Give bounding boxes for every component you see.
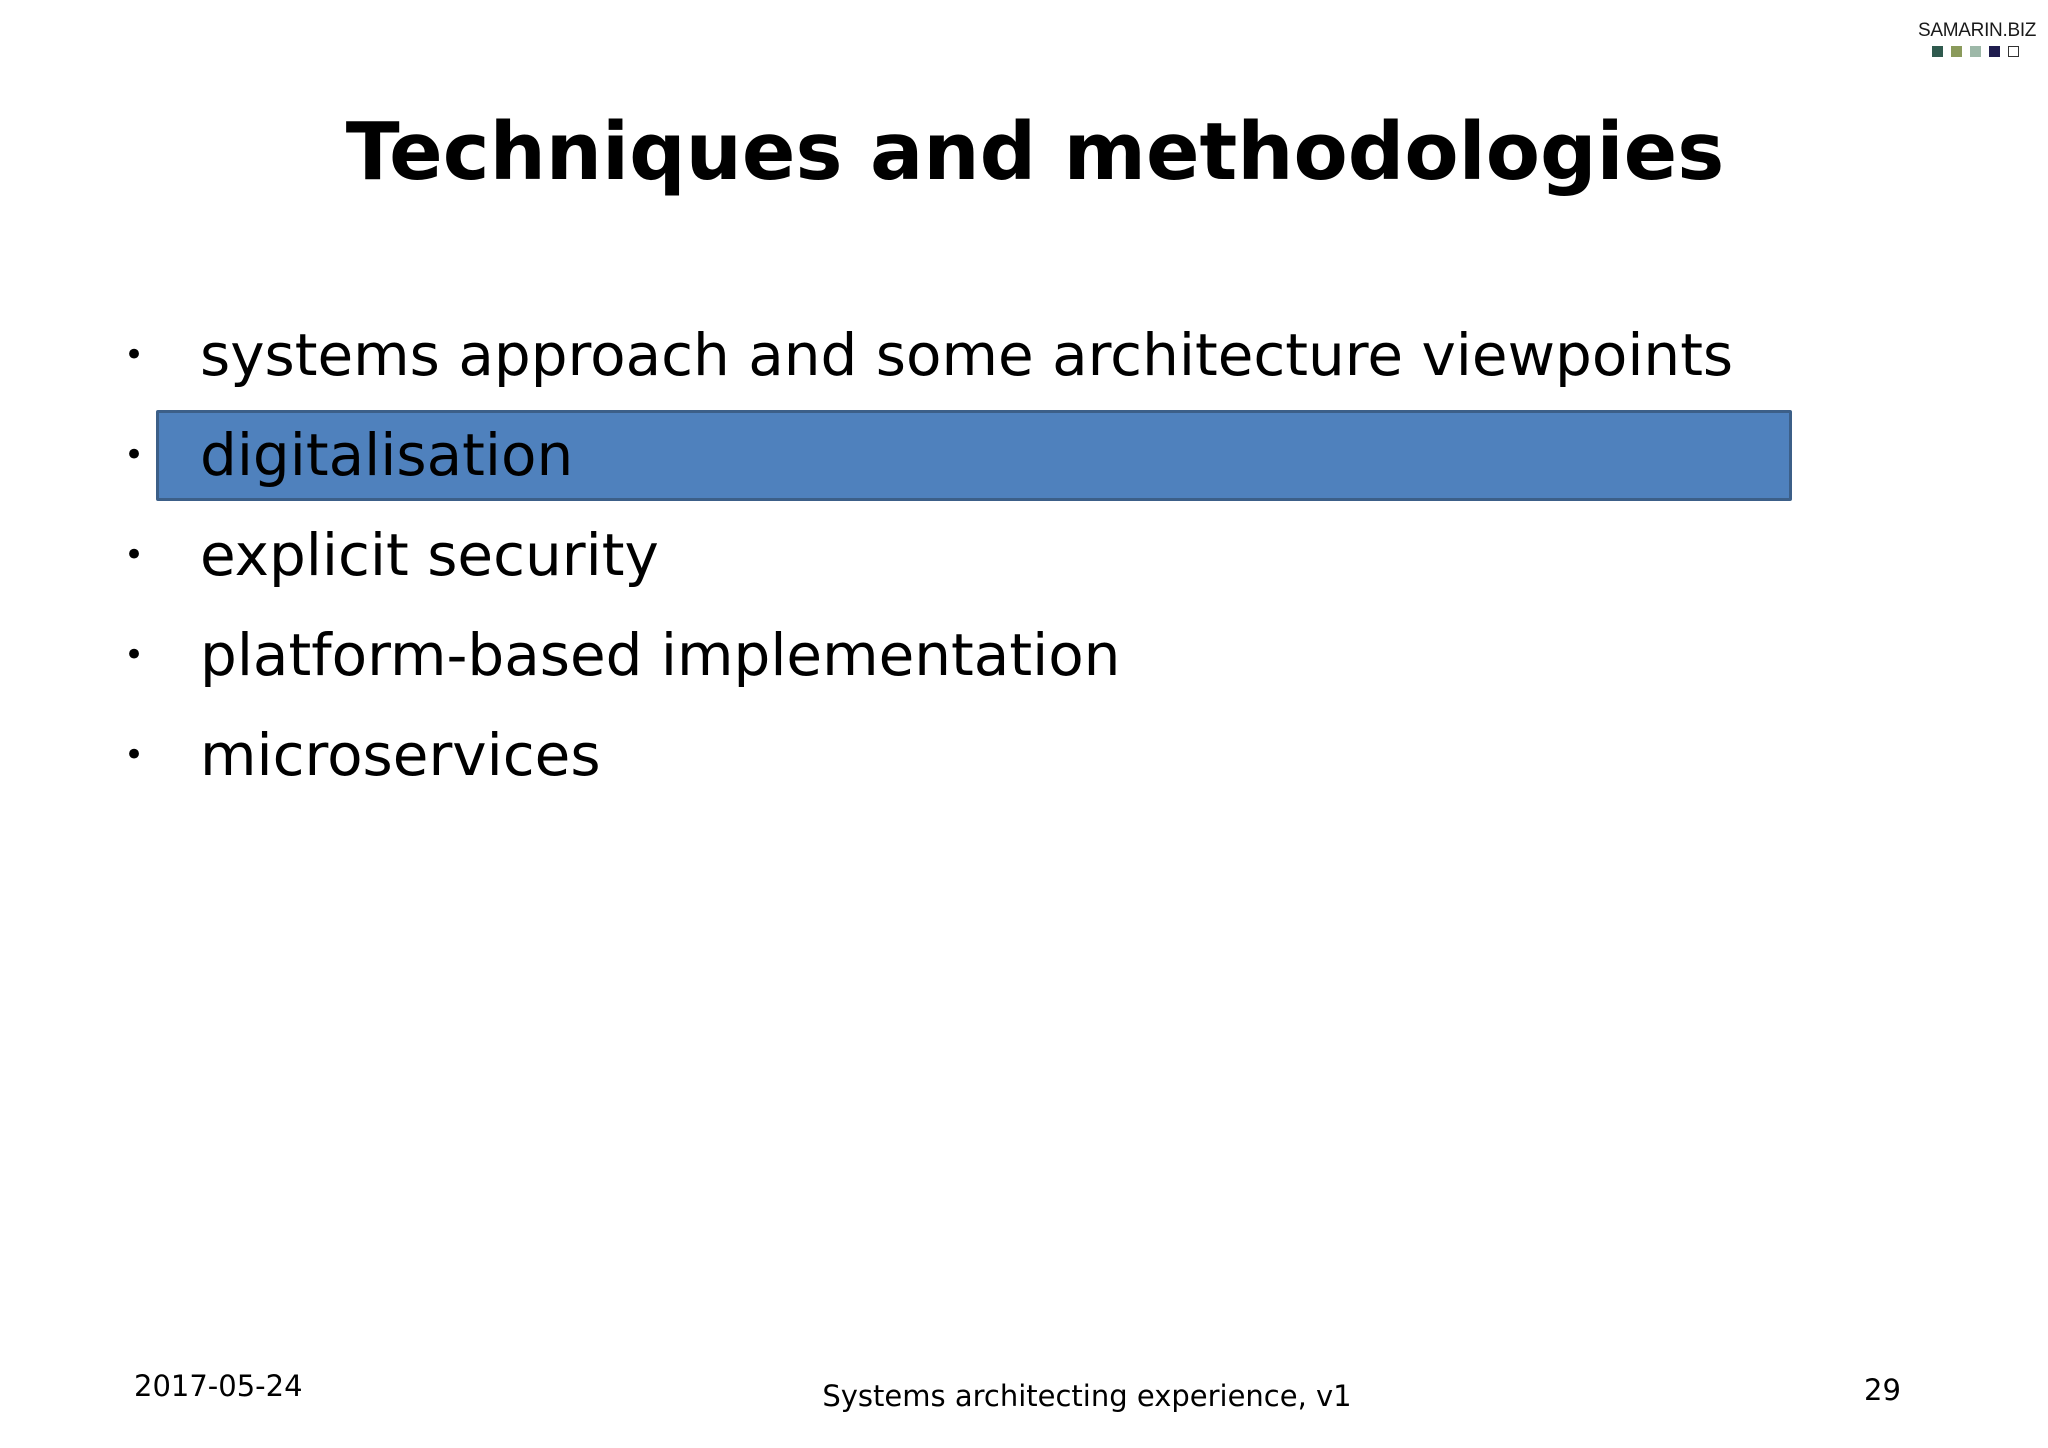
logo-square-icon xyxy=(1989,46,2000,57)
bullet-item xyxy=(0,705,1900,805)
logo-text: SAMARIN.BIZ xyxy=(1918,20,2037,41)
bullet-text: platform-based implementation xyxy=(200,621,1121,689)
bullet-item xyxy=(0,405,1900,505)
bullet-item xyxy=(0,505,1900,605)
bullet-dot-icon: • xyxy=(124,435,145,475)
bullet-text: systems approach and some architecture viewpoints xyxy=(200,321,1734,389)
footer-title: Systems architecting experience, v1 xyxy=(822,1379,1352,1413)
samarin-logo xyxy=(1918,20,2037,57)
logo-square-icon xyxy=(1932,46,1943,57)
logo-square-icon xyxy=(1951,46,1962,57)
bullet-text: microservices xyxy=(200,721,601,789)
bullet-item xyxy=(0,305,1900,405)
logo-square-icon xyxy=(2008,46,2019,57)
logo-squares xyxy=(1918,46,2033,57)
bullet-text: digitalisation xyxy=(200,421,574,489)
bullet-dot-icon: • xyxy=(124,635,145,675)
bullet-dot-icon: • xyxy=(124,535,145,575)
bullet-item xyxy=(0,605,1900,705)
bullet-dot-icon: • xyxy=(124,735,145,775)
slide-title: Techniques and methodologies xyxy=(345,106,1725,198)
page-number: 29 xyxy=(1864,1373,1901,1407)
logo-square-icon xyxy=(1970,46,1981,57)
footer-date: 2017-05-24 xyxy=(134,1369,303,1403)
bullet-dot-icon: • xyxy=(124,335,145,375)
bullet-text: explicit security xyxy=(200,521,659,589)
